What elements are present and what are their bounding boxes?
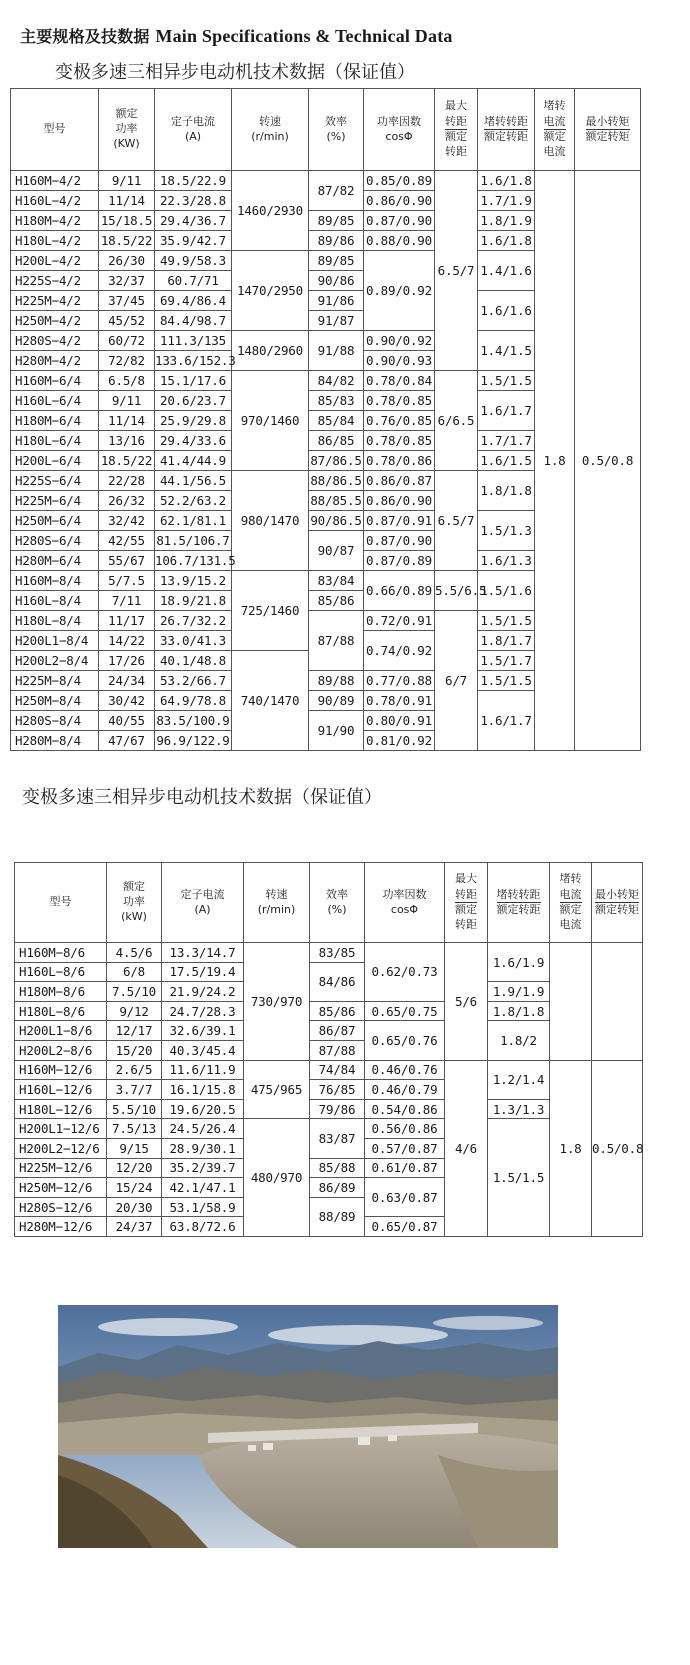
locked-torque-cell: 1.6/1.5 <box>478 451 535 471</box>
power-cell: 5/7.5 <box>99 571 155 591</box>
efficiency-cell: 83/85 <box>310 943 365 963</box>
power-cell: 4.5/6 <box>107 943 162 963</box>
current-cell: 18.5/22.9 <box>155 171 232 191</box>
power-cell: 47/67 <box>99 731 155 751</box>
speed-cell: 730/970 <box>244 943 310 1061</box>
dam-landscape-photo <box>58 1305 558 1548</box>
model-cell: H180M−4/2 <box>11 211 99 231</box>
min-torque-cell: 0.5/0.8 <box>592 1060 643 1236</box>
model-cell: H180L−6/4 <box>11 431 99 451</box>
current-cell: 69.4/86.4 <box>155 291 232 311</box>
col-max-torque: 最大 转距 额定 转距 <box>445 863 488 943</box>
model-cell: H280S−6/4 <box>11 531 99 551</box>
current-cell: 24.5/26.4 <box>162 1119 244 1139</box>
max-torque-cell: 6/6.5 <box>435 371 478 471</box>
power-factor-cell: 0.81/0.92 <box>364 731 435 751</box>
power-cell: 20/30 <box>107 1197 162 1217</box>
power-cell: 2.6/5 <box>107 1060 162 1080</box>
efficiency-cell: 86/89 <box>310 1178 365 1198</box>
current-cell: 24.7/28.3 <box>162 1001 244 1021</box>
model-cell: H180M−8/6 <box>15 982 107 1002</box>
speed-cell: 1480/2960 <box>232 331 309 371</box>
locked-torque-cell: 1.7/1.7 <box>478 431 535 451</box>
model-cell: H280M−4/2 <box>11 351 99 371</box>
model-cell: H250M−6/4 <box>11 511 99 531</box>
model-cell: H280S−8/4 <box>11 711 99 731</box>
efficiency-cell: 89/85 <box>309 211 364 231</box>
col-max-torque: 最大 转距 额定 转距 <box>435 89 478 171</box>
current-cell: 28.9/30.1 <box>162 1138 244 1158</box>
model-cell: H200L2−8/6 <box>15 1040 107 1060</box>
col-speed: 转速 (r/min) <box>232 89 309 171</box>
current-cell: 41.4/44.9 <box>155 451 232 471</box>
model-cell: H160M−8/4 <box>11 571 99 591</box>
power-factor-cell: 0.87/0.90 <box>364 531 435 551</box>
efficiency-cell: 87/82 <box>309 171 364 211</box>
locked-torque-cell: 1.9/1.9 <box>488 982 550 1002</box>
efficiency-cell: 88/89 <box>310 1197 365 1236</box>
model-cell: H225M−4/2 <box>11 291 99 311</box>
power-cell: 15/20 <box>107 1040 162 1060</box>
spec-table-1 <box>10 88 641 751</box>
speed-cell: 480/970 <box>244 1119 310 1237</box>
locked-torque-cell: 1.8/1.9 <box>478 211 535 231</box>
table-row <box>15 1001 643 1021</box>
power-cell: 9/15 <box>107 1138 162 1158</box>
speed-cell: 475/965 <box>244 1060 310 1119</box>
power-factor-cell: 0.65/0.76 <box>365 1021 445 1060</box>
locked-torque-cell: 1.8/1.8 <box>478 471 535 511</box>
efficiency-cell: 89/88 <box>309 671 364 691</box>
efficiency-cell: 74/84 <box>310 1060 365 1080</box>
col-min-torque: 最小转矩 额定转矩 <box>592 863 643 943</box>
locked-current-cell <box>550 943 592 1061</box>
power-factor-cell: 0.86/0.87 <box>364 471 435 491</box>
model-cell: H200L1−8/6 <box>15 1021 107 1041</box>
col-current: 定子电流 (A) <box>162 863 244 943</box>
col-locked-current: 堵转 电流 额定 电流 <box>535 89 575 171</box>
col-locked-current: 堵转 电流 额定 电流 <box>550 863 592 943</box>
locked-torque-cell: 1.6/1.7 <box>478 391 535 431</box>
power-cell: 17/26 <box>99 651 155 671</box>
current-cell: 29.4/36.7 <box>155 211 232 231</box>
model-cell: H160M−12/6 <box>15 1060 107 1080</box>
page-title <box>20 24 453 47</box>
power-cell: 60/72 <box>99 331 155 351</box>
col-efficiency: 效率 (%) <box>309 89 364 171</box>
locked-torque-cell: 1.5/1.5 <box>478 671 535 691</box>
current-cell: 133.6/152.3 <box>155 351 232 371</box>
power-factor-cell: 0.87/0.90 <box>364 211 435 231</box>
title-cn: 主要规格及技数据 <box>20 27 150 46</box>
col-speed: 转速 (r/min) <box>244 863 310 943</box>
power-factor-cell: 0.78/0.86 <box>364 451 435 471</box>
efficiency-cell: 89/85 <box>309 251 364 271</box>
model-cell: H225M−8/4 <box>11 671 99 691</box>
power-cell: 12/17 <box>107 1021 162 1041</box>
current-cell: 33.0/41.3 <box>155 631 232 651</box>
current-cell: 111.3/135 <box>155 331 232 351</box>
model-cell: H200L2−8/4 <box>11 651 99 671</box>
power-factor-cell: 0.66/0.89 <box>364 571 435 611</box>
current-cell: 62.1/81.1 <box>155 511 232 531</box>
efficiency-cell: 91/87 <box>309 311 364 331</box>
power-cell: 42/55 <box>99 531 155 551</box>
model-cell: H160L−12/6 <box>15 1080 107 1100</box>
efficiency-cell: 89/86 <box>309 231 364 251</box>
model-cell: H200L−6/4 <box>11 451 99 471</box>
current-cell: 40.1/48.8 <box>155 651 232 671</box>
current-cell: 106.7/131.5 <box>155 551 232 571</box>
power-cell: 55/67 <box>99 551 155 571</box>
power-cell: 30/42 <box>99 691 155 711</box>
speed-cell: 740/1470 <box>232 651 309 751</box>
model-cell: H280S−4/2 <box>11 331 99 351</box>
efficiency-cell: 79/86 <box>310 1099 365 1119</box>
power-cell: 18.5/22 <box>99 231 155 251</box>
current-cell: 83.5/100.9 <box>155 711 232 731</box>
current-cell: 42.1/47.1 <box>162 1178 244 1198</box>
model-cell: H200L−4/2 <box>11 251 99 271</box>
power-cell: 9/11 <box>99 391 155 411</box>
col-power-factor: 功率因数 cosΦ <box>365 863 445 943</box>
model-cell: H280M−8/4 <box>11 731 99 751</box>
current-cell: 53.2/66.7 <box>155 671 232 691</box>
power-cell: 11/17 <box>99 611 155 631</box>
max-torque-cell: 5.5/6.5 <box>435 571 478 611</box>
model-cell: H200L2−12/6 <box>15 1138 107 1158</box>
current-cell: 21.9/24.2 <box>162 982 244 1002</box>
power-factor-cell: 0.77/0.88 <box>364 671 435 691</box>
locked-torque-cell: 1.5/1.5 <box>478 611 535 631</box>
efficiency-cell: 85/86 <box>309 591 364 611</box>
power-factor-cell: 0.89/0.92 <box>364 251 435 331</box>
model-cell: H200L1−8/4 <box>11 631 99 651</box>
col-locked-torque: 堵转转距 额定转距 <box>488 863 550 943</box>
model-cell: H280M−6/4 <box>11 551 99 571</box>
locked-torque-cell: 1.5/1.5 <box>488 1119 550 1237</box>
efficiency-cell: 85/84 <box>309 411 364 431</box>
power-cell: 24/34 <box>99 671 155 691</box>
table-row <box>15 1119 643 1139</box>
table-row <box>15 1099 643 1119</box>
model-cell: H250M−12/6 <box>15 1178 107 1198</box>
efficiency-cell: 83/84 <box>309 571 364 591</box>
max-torque-cell: 5/6 <box>445 943 488 1061</box>
model-cell: H180M−6/4 <box>11 411 99 431</box>
table-row <box>15 943 643 963</box>
model-cell: H250M−4/2 <box>11 311 99 331</box>
current-cell: 81.5/106.7 <box>155 531 232 551</box>
power-factor-cell: 0.65/0.87 <box>365 1217 445 1237</box>
power-factor-cell: 0.90/0.93 <box>364 351 435 371</box>
max-torque-cell: 6/7 <box>435 611 478 751</box>
power-cell: 26/30 <box>99 251 155 271</box>
model-cell: H180L−12/6 <box>15 1099 107 1119</box>
current-cell: 16.1/15.8 <box>162 1080 244 1100</box>
power-cell: 15/24 <box>107 1178 162 1198</box>
model-cell: H225M−12/6 <box>15 1158 107 1178</box>
efficiency-cell: 90/86 <box>309 271 364 291</box>
power-factor-cell: 0.74/0.92 <box>364 631 435 671</box>
model-cell: H180L−4/2 <box>11 231 99 251</box>
power-factor-cell: 0.61/0.87 <box>365 1158 445 1178</box>
locked-torque-cell: 1.8/1.7 <box>478 631 535 651</box>
power-factor-cell: 0.57/0.87 <box>365 1138 445 1158</box>
efficiency-cell: 76/85 <box>310 1080 365 1100</box>
speed-cell: 725/1460 <box>232 571 309 651</box>
power-factor-cell: 0.90/0.92 <box>364 331 435 351</box>
power-factor-cell: 0.80/0.91 <box>364 711 435 731</box>
table-row <box>11 171 641 191</box>
col-current: 定子电流 (A) <box>155 89 232 171</box>
power-factor-cell: 0.88/0.90 <box>364 231 435 251</box>
power-cell: 37/45 <box>99 291 155 311</box>
efficiency-cell: 84/86 <box>310 962 365 1001</box>
col-locked-torque: 堵转转距 额定转距 <box>478 89 535 171</box>
col-model: 型号 <box>11 89 99 171</box>
efficiency-cell: 85/83 <box>309 391 364 411</box>
speed-cell: 1460/2930 <box>232 171 309 251</box>
model-cell: H225S−4/2 <box>11 271 99 291</box>
power-factor-cell: 0.62/0.73 <box>365 943 445 1002</box>
current-cell: 11.6/11.9 <box>162 1060 244 1080</box>
power-cell: 7/11 <box>99 591 155 611</box>
current-cell: 13.9/15.2 <box>155 571 232 591</box>
locked-torque-cell: 1.6/1.7 <box>478 691 535 751</box>
efficiency-cell: 87/88 <box>309 611 364 671</box>
power-cell: 26/32 <box>99 491 155 511</box>
current-cell: 84.4/98.7 <box>155 311 232 331</box>
efficiency-cell: 90/87 <box>309 531 364 571</box>
current-cell: 53.1/58.9 <box>162 1197 244 1217</box>
locked-torque-cell: 1.3/1.3 <box>488 1099 550 1119</box>
power-factor-cell: 0.76/0.85 <box>364 411 435 431</box>
current-cell: 18.9/21.8 <box>155 591 232 611</box>
power-cell: 11/14 <box>99 191 155 211</box>
current-cell: 52.2/63.2 <box>155 491 232 511</box>
locked-torque-cell: 1.6/1.8 <box>478 231 535 251</box>
power-cell: 9/11 <box>99 171 155 191</box>
model-cell: H225S−6/4 <box>11 471 99 491</box>
power-factor-cell: 0.78/0.85 <box>364 391 435 411</box>
col-power: 额定 功率 (kW) <box>107 863 162 943</box>
power-cell: 6/8 <box>107 962 162 982</box>
efficiency-cell: 85/86 <box>310 1001 365 1021</box>
locked-torque-cell: 1.8/2 <box>488 1021 550 1060</box>
col-model: 型号 <box>15 863 107 943</box>
model-cell: H250M−8/4 <box>11 691 99 711</box>
efficiency-cell: 86/87 <box>310 1021 365 1041</box>
model-cell: H180L−8/6 <box>15 1001 107 1021</box>
efficiency-cell: 83/87 <box>310 1119 365 1158</box>
locked-torque-cell: 1.5/1.7 <box>478 651 535 671</box>
locked-torque-cell: 1.6/1.8 <box>478 171 535 191</box>
current-cell: 15.1/17.6 <box>155 371 232 391</box>
efficiency-cell: 86/85 <box>309 431 364 451</box>
current-cell: 17.5/19.4 <box>162 962 244 982</box>
locked-torque-cell: 1.4/1.5 <box>478 331 535 371</box>
power-cell: 72/82 <box>99 351 155 371</box>
power-cell: 11/14 <box>99 411 155 431</box>
power-cell: 5.5/10 <box>107 1099 162 1119</box>
locked-torque-cell: 1.6/1.3 <box>478 551 535 571</box>
col-power: 额定 功率 (KW) <box>99 89 155 171</box>
model-cell: H160M−8/6 <box>15 943 107 963</box>
power-factor-cell: 0.78/0.84 <box>364 371 435 391</box>
min-torque-cell: 0.5/0.8 <box>575 171 641 751</box>
current-cell: 20.6/23.7 <box>155 391 232 411</box>
current-cell: 26.7/32.2 <box>155 611 232 631</box>
locked-torque-cell: 1.6/1.6 <box>478 291 535 331</box>
model-cell: H280M−12/6 <box>15 1217 107 1237</box>
efficiency-cell: 85/88 <box>310 1158 365 1178</box>
locked-torque-cell: 1.2/1.4 <box>488 1060 550 1099</box>
current-cell: 25.9/29.8 <box>155 411 232 431</box>
efficiency-cell: 87/88 <box>310 1040 365 1060</box>
model-cell: H160L−8/6 <box>15 962 107 982</box>
current-cell: 19.6/20.5 <box>162 1099 244 1119</box>
efficiency-cell: 91/90 <box>309 711 364 751</box>
col-min-torque: 最小转矩 额定转矩 <box>575 89 641 171</box>
locked-torque-cell: 1.7/1.9 <box>478 191 535 211</box>
current-cell: 22.3/28.8 <box>155 191 232 211</box>
power-cell: 7.5/13 <box>107 1119 162 1139</box>
power-factor-cell: 0.54/0.86 <box>365 1099 445 1119</box>
spec-table-2 <box>14 862 643 1237</box>
speed-cell: 970/1460 <box>232 371 309 471</box>
efficiency-cell: 91/88 <box>309 331 364 371</box>
model-cell: H160L−8/4 <box>11 591 99 611</box>
power-cell: 32/37 <box>99 271 155 291</box>
current-cell: 63.8/72.6 <box>162 1217 244 1237</box>
model-cell: H225M−6/4 <box>11 491 99 511</box>
locked-current-cell: 1.8 <box>535 171 575 751</box>
power-cell: 40/55 <box>99 711 155 731</box>
locked-torque-cell: 1.5/1.6 <box>478 571 535 611</box>
model-cell: H160L−6/4 <box>11 391 99 411</box>
power-factor-cell: 0.87/0.89 <box>364 551 435 571</box>
current-cell: 44.1/56.5 <box>155 471 232 491</box>
locked-torque-cell: 1.8/1.8 <box>488 1001 550 1021</box>
current-cell: 35.9/42.7 <box>155 231 232 251</box>
power-cell: 3.7/7 <box>107 1080 162 1100</box>
power-cell: 18.5/22 <box>99 451 155 471</box>
power-cell: 45/52 <box>99 311 155 331</box>
max-torque-cell: 6.5/7 <box>435 471 478 571</box>
efficiency-cell: 91/86 <box>309 291 364 311</box>
locked-torque-cell: 1.6/1.9 <box>488 943 550 982</box>
locked-torque-cell: 1.5/1.3 <box>478 511 535 551</box>
current-cell: 35.2/39.7 <box>162 1158 244 1178</box>
power-factor-cell: 0.78/0.91 <box>364 691 435 711</box>
efficiency-cell: 90/89 <box>309 691 364 711</box>
table-header-row <box>11 89 641 171</box>
power-cell: 7.5/10 <box>107 982 162 1002</box>
col-power-factor: 功率因数 cosΦ <box>364 89 435 171</box>
power-cell: 13/16 <box>99 431 155 451</box>
model-cell: H200L1−12/6 <box>15 1119 107 1139</box>
current-cell: 96.9/122.9 <box>155 731 232 751</box>
power-factor-cell: 0.72/0.91 <box>364 611 435 631</box>
model-cell: H160L−4/2 <box>11 191 99 211</box>
power-factor-cell: 0.46/0.76 <box>365 1060 445 1080</box>
table2-caption: 变极多速三相异步电动机技术数据（保证值） <box>22 787 382 808</box>
power-factor-cell: 0.86/0.90 <box>364 191 435 211</box>
max-torque-cell: 4/6 <box>445 1060 488 1236</box>
power-cell: 32/42 <box>99 511 155 531</box>
current-cell: 29.4/33.6 <box>155 431 232 451</box>
table-row <box>15 1021 643 1041</box>
efficiency-cell: 88/85.5 <box>309 491 364 511</box>
power-factor-cell: 0.78/0.85 <box>364 431 435 451</box>
locked-torque-cell: 1.4/1.6 <box>478 251 535 291</box>
power-cell: 24/37 <box>107 1217 162 1237</box>
table-header-row <box>15 863 643 943</box>
current-cell: 60.7/71 <box>155 271 232 291</box>
power-cell: 22/28 <box>99 471 155 491</box>
current-cell: 32.6/39.1 <box>162 1021 244 1041</box>
power-factor-cell: 0.87/0.91 <box>364 511 435 531</box>
locked-current-cell: 1.8 <box>550 1060 592 1236</box>
table1-caption: 变极多速三相异步电动机技术数据（保证值） <box>55 62 415 83</box>
max-torque-cell: 6.5/7 <box>435 171 478 371</box>
power-cell: 14/22 <box>99 631 155 651</box>
table-row <box>15 1060 643 1080</box>
efficiency-cell: 88/86.5 <box>309 471 364 491</box>
power-cell: 15/18.5 <box>99 211 155 231</box>
model-cell: H160M−4/2 <box>11 171 99 191</box>
speed-cell: 980/1470 <box>232 471 309 571</box>
current-cell: 13.3/14.7 <box>162 943 244 963</box>
speed-cell: 1470/2950 <box>232 251 309 331</box>
current-cell: 64.9/78.8 <box>155 691 232 711</box>
efficiency-cell: 90/86.5 <box>309 511 364 531</box>
power-factor-cell: 0.86/0.90 <box>364 491 435 511</box>
power-factor-cell: 0.65/0.75 <box>365 1001 445 1021</box>
power-cell: 6.5/8 <box>99 371 155 391</box>
current-cell: 49.9/58.3 <box>155 251 232 271</box>
title-en: Main Specifications & Technical Data <box>155 26 453 46</box>
power-cell: 9/12 <box>107 1001 162 1021</box>
locked-torque-cell: 1.5/1.5 <box>478 371 535 391</box>
model-cell: H280S−12/6 <box>15 1197 107 1217</box>
power-factor-cell: 0.85/0.89 <box>364 171 435 191</box>
model-cell: H160M−6/4 <box>11 371 99 391</box>
efficiency-cell: 84/82 <box>309 371 364 391</box>
current-cell: 40.3/45.4 <box>162 1040 244 1060</box>
min-torque-cell <box>592 943 643 1061</box>
efficiency-cell: 87/86.5 <box>309 451 364 471</box>
power-factor-cell: 0.63/0.87 <box>365 1178 445 1217</box>
model-cell: H180L−8/4 <box>11 611 99 631</box>
power-factor-cell: 0.46/0.79 <box>365 1080 445 1100</box>
col-efficiency: 效率 (%) <box>310 863 365 943</box>
power-cell: 12/20 <box>107 1158 162 1178</box>
power-factor-cell: 0.56/0.86 <box>365 1119 445 1139</box>
